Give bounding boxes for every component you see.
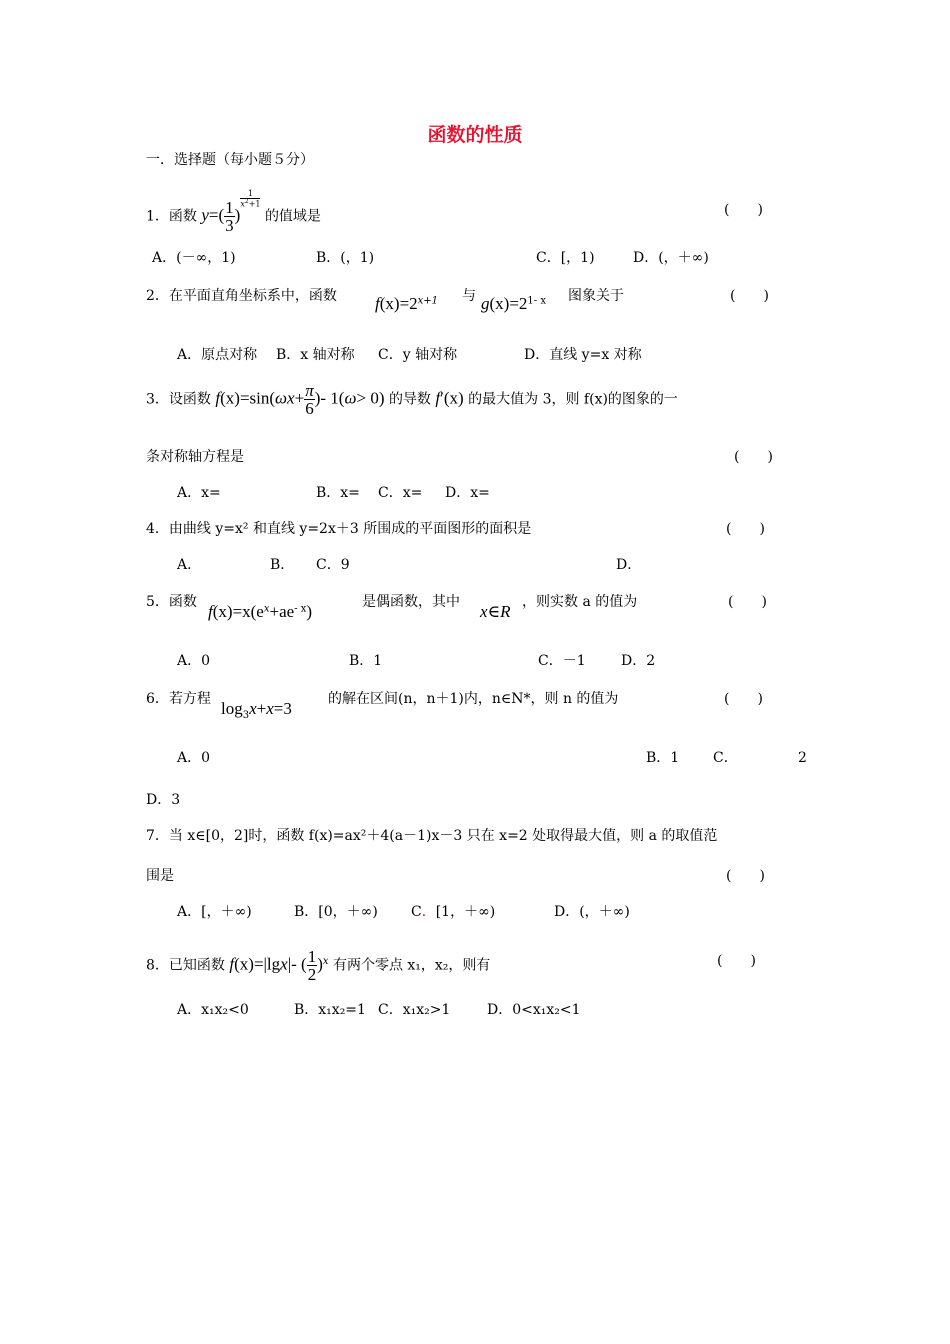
q1-option-a: A．(－∞，1)	[152, 250, 236, 266]
q2-option-a: A．原点对称	[177, 347, 258, 363]
q6-option-b: B．1	[646, 750, 680, 766]
q8-tail: 有两个零点 x₁，x₂，则有	[332, 957, 491, 974]
q2-answer-bracket: ( )	[730, 288, 769, 304]
page-title: 函数的性质	[427, 124, 523, 146]
q1-option-c: C．[，1)	[536, 250, 595, 266]
question-1: 1．函数 y=( $\frac{1}{3}$ ) $\frac{1}{x^2+1}$ 的值域是	[146, 189, 321, 236]
q4-option-a: A．	[177, 557, 202, 573]
question-3: 3．设函数 f(x)=sin(ωx+ $\frac{\pi}{6}$ )- 1(ω> 0) 的导数 f′(x) 的最大值为 3，则 f(x)的图象的一	[146, 381, 678, 418]
q2-option-d: D．直线 y=x 对称	[524, 347, 642, 363]
q7-option-a: A．[，＋∞)	[177, 904, 252, 920]
q1-tail: 的值域是	[264, 208, 321, 225]
q1-number: 1．函数	[146, 208, 197, 225]
q4-option-d: D．	[616, 557, 642, 573]
q6-option-c-value: 2	[798, 750, 807, 766]
q4-option-c: C．9	[316, 557, 350, 573]
q6-option-a: A．0	[177, 750, 211, 766]
q6-option-d: D．3	[146, 792, 181, 808]
q2-text: 2．在平面直角坐标系中，函数	[146, 288, 337, 304]
q5-condition: x∈R	[480, 602, 511, 621]
q1-option-d: D．(，＋∞)	[633, 250, 709, 266]
q5-text: 5．函数	[146, 594, 197, 610]
q3-option-d: D．x=	[445, 485, 490, 501]
q7-red-mark: ．	[421, 904, 436, 920]
q8-option-b: B．x₁x₂=1	[294, 1002, 366, 1018]
q8-option-d: D．0<x₁x₂<1	[487, 1002, 581, 1018]
q5-option-c: C．－1	[538, 653, 586, 669]
q7-answer-bracket: ( )	[726, 868, 765, 884]
q3-option-a: A．x=	[177, 485, 221, 501]
q3-answer-bracket: ( )	[734, 449, 773, 465]
q2-option-c: C．y 轴对称	[378, 347, 458, 363]
q8-option-a: A．x₁x₂<0	[177, 1002, 249, 1018]
q3-tail: 的最大值为 3，则 f(x)的图象的一	[468, 391, 678, 408]
q1-eq: =(	[208, 205, 225, 225]
q1-fraction: $\frac{1}{3}$	[225, 198, 234, 236]
q6-option-c-label: C．	[713, 750, 738, 766]
q3-pi-fraction: $\frac{\pi}{6}$	[305, 381, 314, 418]
q4-option-b: B．	[270, 557, 295, 573]
q3-number: 3．设函数	[146, 391, 211, 408]
q7-line2: 围是	[146, 868, 174, 884]
q5-tail: ，则实数 a 的值为	[522, 594, 638, 610]
q4-text: 4．由曲线 y=x² 和直线 y=2x＋3 所围成的平面图形的面积是	[146, 521, 532, 537]
q5-option-d: D．2	[621, 653, 656, 669]
q2-f-formula: $f(x)=2^{x+1}$	[375, 294, 439, 313]
q1-answer-bracket: ( )	[724, 202, 763, 218]
q3-mid: 的导数	[388, 391, 431, 408]
q5-option-b: B．1	[349, 653, 383, 669]
q1-option-b: B．(，1)	[316, 250, 375, 266]
q8-answer-bracket: ( )	[717, 953, 756, 969]
q3-line2: 条对称轴方程是	[146, 449, 244, 465]
q8-option-c: C．x₁x₂>1	[378, 1002, 451, 1018]
q6-answer-bracket: ( )	[724, 691, 763, 707]
q5-formula: $f(x)=x(e^x+ae^{- x})$	[208, 602, 313, 621]
q8-fraction: $\frac{1}{2}$	[307, 947, 317, 984]
section-heading: 一．选择题（每小题５分）	[146, 152, 314, 168]
q7-line1: 7．当 x∈[0，2]时，函数 f(x)=ax²＋4(a－1)x－3 只在 x=2 处取得最大值，则 a 的取值范	[146, 828, 718, 844]
q4-answer-bracket: ( )	[726, 521, 765, 537]
q5-answer-bracket: ( )	[728, 594, 767, 610]
q6-tail: 的解在区间(n，n＋1)内，n∈N*，则 n 的值为	[328, 691, 619, 707]
q6-formula: $\log_3x+x=3$	[221, 699, 292, 721]
q7-option-c: C．[1，＋∞)	[411, 904, 496, 920]
q1-var-y: y	[201, 205, 209, 225]
q5-option-a: A．0	[177, 653, 211, 669]
q1-exponent: $\frac{1}{x^2+1}$	[240, 189, 261, 209]
q7-option-d: D．(，＋∞)	[554, 904, 630, 920]
q5-mid: 是偶函数，其中	[362, 594, 460, 610]
q7-option-b: B．[0，＋∞)	[294, 904, 378, 920]
q8-number: 8．已知函数	[146, 957, 225, 974]
q3-option-c: C．x=	[378, 485, 423, 501]
question-8: 8．已知函数 f(x)=|lgx|- ( $\frac{1}{2}$ )$^x$ 有两个零点 x₁，x₂，则有	[146, 947, 491, 984]
q2-option-b: B．x 轴对称	[276, 347, 355, 363]
q2-connector: 与	[462, 288, 476, 304]
q2-g-formula: $g(x)=2^{1- x}$	[481, 294, 546, 313]
q3-option-b: B．x=	[316, 485, 360, 501]
q6-text: 6．若方程	[146, 691, 211, 707]
q2-tail: 图象关于	[568, 288, 624, 304]
